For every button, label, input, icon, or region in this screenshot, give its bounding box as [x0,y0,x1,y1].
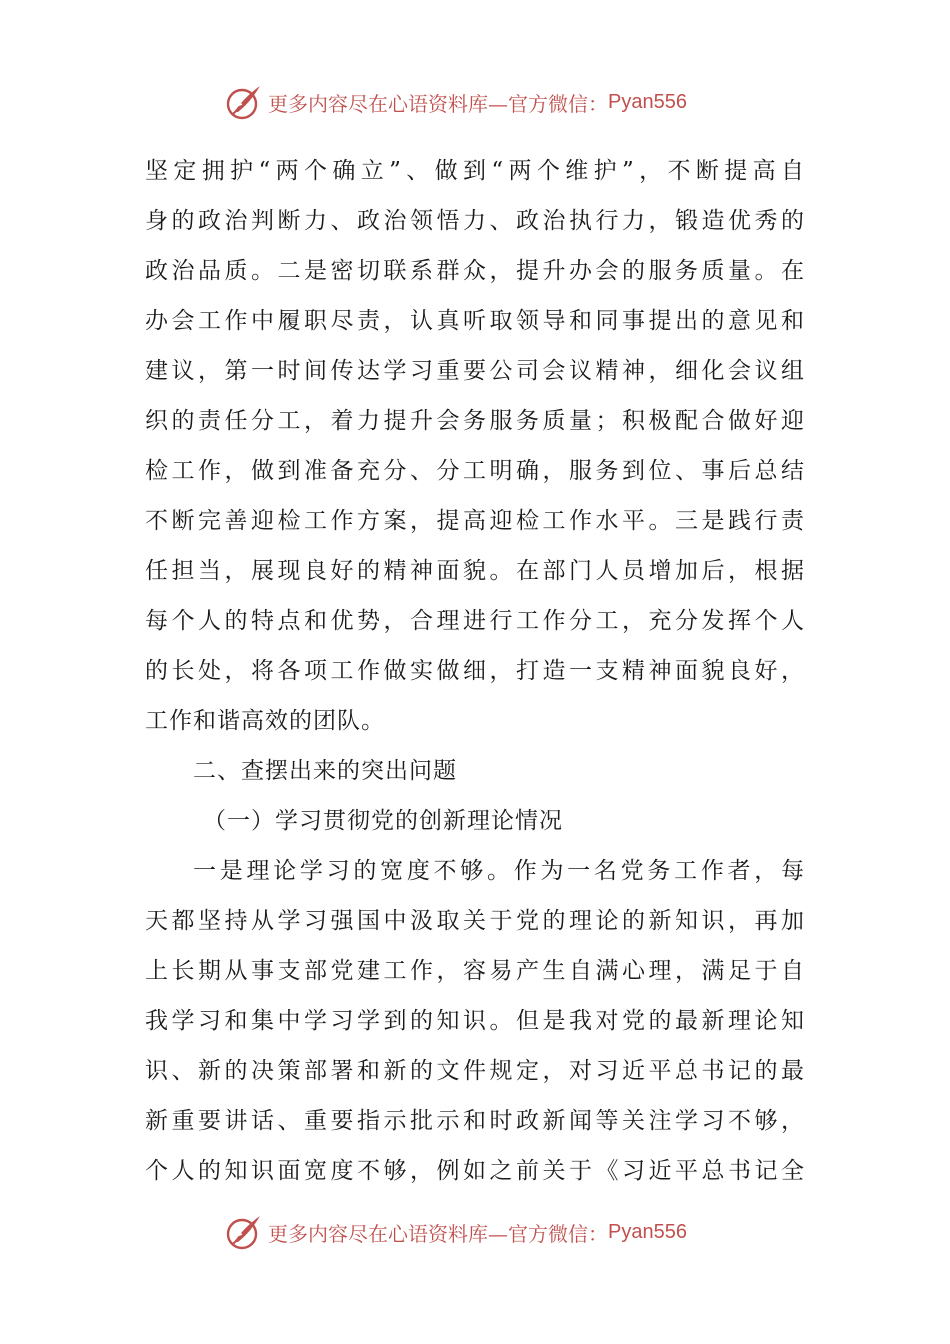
footer-watermark [224,1212,744,1252]
watermark-text: 更多内容尽在心语资料库—官方微信： [268,1221,608,1246]
document-body [145,146,805,1196]
subsection-heading: （一）学习贯彻党的创新理论情况 [203,808,563,834]
text-line: 一是理论学习的宽度不够。作为一名党务工作者，每 [193,858,805,884]
text-line: 织的责任分工，着力提升会务服务质量；积极配合做好迎 [145,408,805,434]
text-line: 任担当，展现良好的精神面貌。在部门人员增加后，根据 [145,558,805,584]
text-line: 不断完善迎检工作方案，提高迎检工作水平。三是践行责 [145,508,805,534]
text-line: 新重要讲话、重要指示批示和时政新闻等关注学习不够， [145,1108,805,1134]
section-heading: 二、查摆出来的突出问题 [193,758,457,784]
watermark-wechat-id: Pyan556 [608,90,687,113]
text-line: 的长处，将各项工作做实做细，打造一支精神面貌良好， [145,658,805,684]
text-line: 识、新的决策部署和新的文件规定，对习近平总书记的最 [145,1058,805,1084]
text-line: 建议，第一时间传达学习重要公司会议精神，细化会议组 [145,358,805,384]
quill-logo-icon [224,82,264,122]
text-line: 每个人的特点和优势，合理进行工作分工，充分发挥个人 [145,608,805,634]
text-line: 天都坚持从学习强国中汲取关于党的理论的新知识，再加 [145,908,805,934]
watermark-wechat-id: Pyan556 [608,1220,687,1243]
text-line: 我学习和集中学习学到的知识。但是我对党的最新理论知 [145,1008,805,1034]
text-line: 办会工作中履职尽责，认真听取领导和同事提出的意见和 [145,308,805,334]
text-line: 检工作，做到准备充分、分工明确，服务到位、事后总结 [145,458,805,484]
text-line: 坚定拥护“两个确立”、做到“两个维护”，不断提高自 [145,158,805,184]
text-line: 政治品质。二是密切联系群众，提升办会的服务质量。在 [145,258,805,284]
quill-logo-icon [224,1212,264,1252]
text-line: 工作和谐高效的团队。 [145,708,385,734]
header-watermark [224,82,744,122]
text-line: 个人的知识面宽度不够，例如之前关于《习近平总书记全 [145,1158,805,1184]
text-line: 身的政治判断力、政治领悟力、政治执行力，锻造优秀的 [145,208,805,234]
text-line: 上长期从事支部党建工作，容易产生自满心理，满足于自 [145,958,805,984]
watermark-text: 更多内容尽在心语资料库—官方微信： [268,91,608,116]
